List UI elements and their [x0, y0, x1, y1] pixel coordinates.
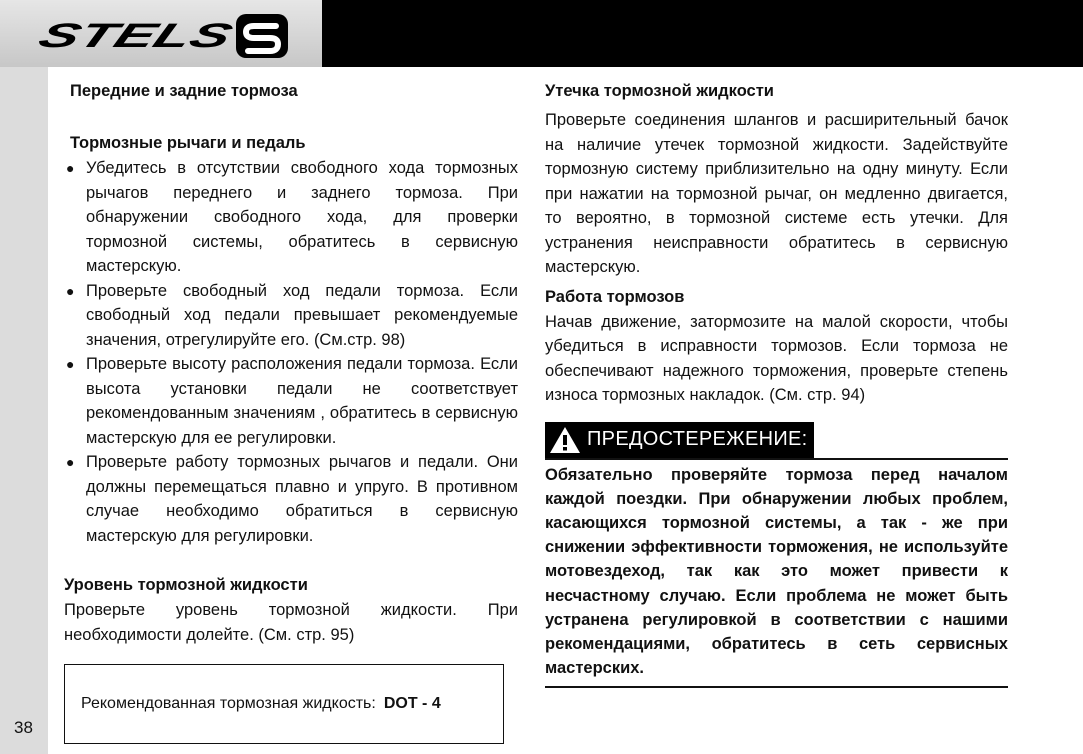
warning-text: Обязательно проверяйте тормоза перед началом каждой поездки. При обнаружении любых проблем, касающихся тормозной системы, а так - же при снижении эффективности торможения, не используйте мотовездеход, так как это может привести к несчастному случаю. Если проблема не может быть устранена регулировкой в соответствии с нашими рекомендациями, обратитесь в сеть сервисных мастерских.	[545, 465, 1008, 678]
section-title-fluid-level: Уровень тормозной жидкости	[64, 576, 308, 594]
left-column	[64, 78, 518, 647]
list-item: ● Проверьте высоту расположения педали тормоза. Если высота установки педали не соответствует рекомендованным значениям , обратитесь в сервисную мастерскую для ее регулировки.	[66, 355, 518, 447]
section-title-operation: Работа тормозов	[545, 287, 685, 306]
warning-label: ПРЕДОСТЕРЕЖЕНИЕ:	[587, 428, 808, 450]
levers-checklist	[64, 156, 518, 548]
warning-header	[545, 422, 814, 458]
fluid-box-label: Рекомендованная тормозная жидкость:	[81, 695, 376, 712]
list-item: ● Убедитесь в отсутствии свободного хода тормозных рычагов переднего и заднего тормоза. При обнаружении свободного хода, для проверки тормозной системы, обратитесь в сервисную мастерскую.	[66, 159, 518, 275]
page-number: 38	[14, 718, 33, 737]
leak-text: Проверьте соединения шлангов и расширительный бачок на наличие утечек тормозной жидкости. Задействуйте тормозную систему приблизительно на одну минуту. Если при нажатии на тормозной рычаг, он медленно двигается, то вероятно, в тормозной системе есть утечки. Для устранения неисправности обратитесь в сервисную мастерскую.	[545, 111, 1008, 276]
svg-text:STELS: STELS	[32, 17, 158, 55]
list-item: ● Проверьте работу тормозных рычагов и педали. Они должны перемещаться плавно и упруго. В противном случае необходимо обратиться в сервисную мастерскую для регулировки.	[66, 453, 518, 545]
list-item: ● Проверьте свободный ход педали тормоза. Если свободный ход педали превышает рекомендуемые значения, отрегулируйте его. (См.стр. 98)	[66, 281, 518, 349]
section-title-levers: Тормозные рычаги и педаль	[70, 134, 306, 152]
warning-bottom-rule	[545, 686, 1008, 688]
section-title-leak: Утечка тормозной жидкости	[545, 82, 774, 100]
section-title-brakes: Передние и задние тормоза	[70, 82, 298, 100]
recommended-fluid-box	[64, 664, 504, 744]
page-sidebar	[0, 67, 48, 754]
operation-text: Начав движение, затормозите на малой скорости, чтобы убедиться в исправности тормозов. Если тормоза не обеспечивают надежного торможения, проверьте степень износа тормозных накладок. (См. стр. 94)	[545, 312, 1008, 404]
right-column	[545, 78, 1008, 688]
fluid-box-value: DOT - 4	[383, 695, 441, 712]
warning-top-rule	[545, 458, 1008, 460]
warning-block	[545, 422, 1008, 689]
brand-logo	[0, 0, 322, 67]
warning-icon	[549, 426, 581, 454]
fluid-level-text: Проверьте уровень тормозной жидкости. При необходимости долейте. (См. стр. 95)	[64, 601, 518, 644]
